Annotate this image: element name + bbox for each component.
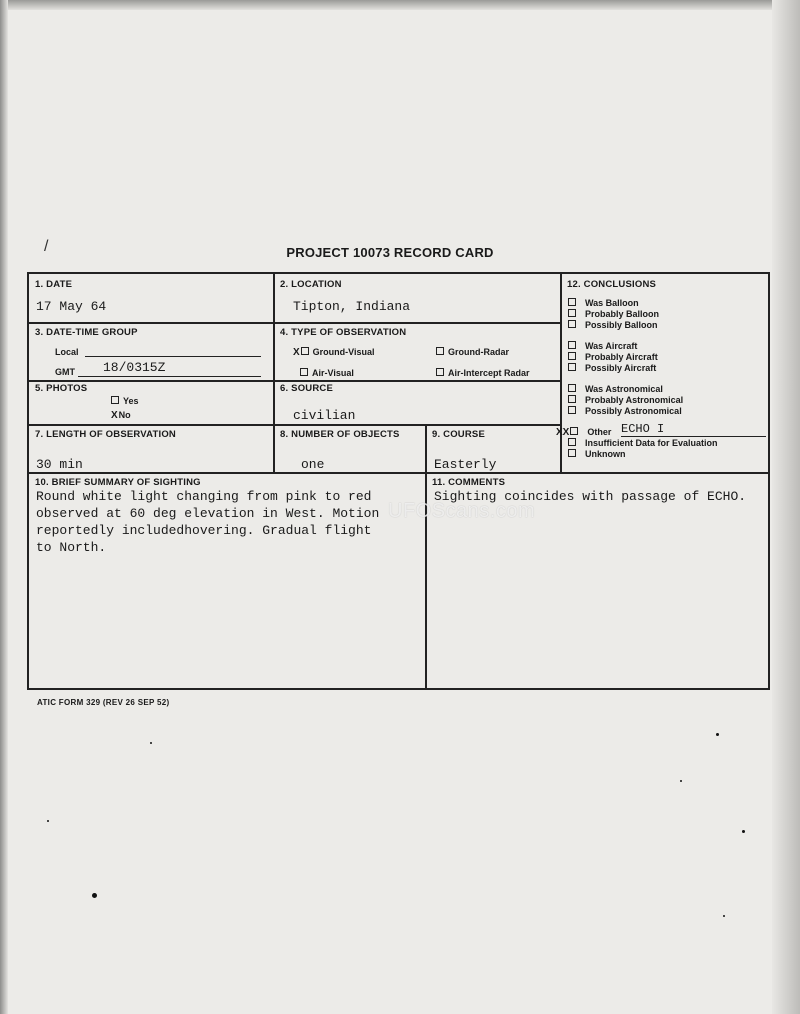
objects-value: one xyxy=(301,457,325,472)
scan-speck xyxy=(716,733,719,736)
scan-speck xyxy=(723,915,725,917)
location-label: 2. LOCATION xyxy=(280,279,342,290)
ground-radar-text: Ground-Radar xyxy=(448,347,510,357)
course-value: Easterly xyxy=(434,457,497,472)
ground-radar-option xyxy=(436,347,509,357)
air-visual-text: Air-Visual xyxy=(312,368,354,378)
conclusion-text: Probably Astronomical xyxy=(585,395,684,405)
summary-line: reportedly includedhovering. Gradual flight xyxy=(36,523,372,538)
checkbox xyxy=(568,309,576,317)
photos-no-text: No xyxy=(118,410,131,420)
conclusion-text: Was Balloon xyxy=(585,298,639,308)
checkbox xyxy=(568,341,576,349)
conclusion-text: Probably Aircraft xyxy=(585,352,658,362)
conclusion-option xyxy=(568,363,658,374)
ground-visual-checkbox xyxy=(301,347,309,355)
gmt-underline xyxy=(78,376,261,377)
ground-visual-option xyxy=(293,347,375,358)
summary-line: to North. xyxy=(36,540,107,555)
ground-visual-text: Ground-Visual xyxy=(312,347,375,357)
checkbox xyxy=(568,352,576,360)
conclusion-option xyxy=(568,406,683,417)
source-label: 6. SOURCE xyxy=(280,383,334,394)
location-value: Tipton, Indiana xyxy=(293,299,411,314)
checkbox xyxy=(568,320,576,328)
photos-no-option xyxy=(111,410,131,421)
dtg-label: 3. DATE-TIME GROUP xyxy=(35,327,138,338)
conclusion-option xyxy=(568,320,659,331)
checkbox xyxy=(568,406,576,414)
air-intercept-option xyxy=(436,368,530,378)
photos-yes-option xyxy=(111,396,139,406)
other-value: ECHO I xyxy=(621,422,665,436)
scan-speck xyxy=(680,780,682,782)
conclusions-label: 12. CONCLUSIONS xyxy=(567,279,657,290)
checkbox xyxy=(568,384,576,392)
air-intercept-checkbox xyxy=(436,368,444,376)
conclusion-text: Was Astronomical xyxy=(585,384,663,394)
conclusion-option xyxy=(568,352,658,363)
conclusion-text: Was Aircraft xyxy=(585,341,638,351)
conclusion-text: Probably Balloon xyxy=(585,309,660,319)
other-x-mark: XX xyxy=(556,427,570,438)
gmt-value: 18/0315Z xyxy=(103,360,166,375)
watermark: UFOScans.com xyxy=(388,500,536,522)
conclusion-option xyxy=(568,395,683,406)
conclusions-balloon-group xyxy=(568,298,659,331)
divider xyxy=(560,274,562,472)
local-underline xyxy=(85,356,261,357)
checkbox xyxy=(568,363,576,371)
card-title: PROJECT 10073 RECORD CARD xyxy=(286,245,494,260)
conclusion-text: Insufficient Data for Evaluation xyxy=(585,438,718,448)
conclusions-aircraft-group xyxy=(568,341,658,374)
page-edge-shadow-left xyxy=(0,0,8,1014)
divider xyxy=(273,274,275,472)
divider xyxy=(29,472,770,474)
photos-yes-text: Yes xyxy=(123,396,139,406)
air-intercept-text: Air-Intercept Radar xyxy=(448,368,530,378)
conclusions-final-group xyxy=(568,438,718,460)
scan-speck xyxy=(47,820,49,822)
date-label: 1. DATE xyxy=(35,279,73,290)
ground-visual-x-mark: X xyxy=(293,347,300,358)
photos-no-x-mark: X xyxy=(111,410,118,421)
conclusion-text: Unknown xyxy=(585,449,626,459)
conclusion-option xyxy=(568,449,718,460)
form-id: ATIC FORM 329 (REV 26 SEP 52) xyxy=(37,698,170,707)
checkbox xyxy=(568,449,576,457)
conclusion-option xyxy=(568,341,658,352)
date-value: 17 May 64 xyxy=(36,299,107,314)
comments-label: 11. COMMENTS xyxy=(432,477,506,488)
scan-speck xyxy=(92,893,97,898)
gmt-label: GMT xyxy=(55,367,75,377)
conclusion-text: Possibly Astronomical xyxy=(585,406,682,416)
conclusion-option xyxy=(568,384,683,395)
conclusions-astronomical-group xyxy=(568,384,683,417)
conclusion-other-option xyxy=(556,427,611,438)
length-label: 7. LENGTH OF OBSERVATION xyxy=(35,429,176,440)
conclusion-option xyxy=(568,298,659,309)
course-label: 9. COURSE xyxy=(432,429,486,440)
scan-speck xyxy=(150,742,152,744)
photos-label: 5. PHOTOS xyxy=(35,383,88,394)
other-label: Other xyxy=(587,427,612,437)
page-edge-shadow-right xyxy=(772,0,800,1014)
summary-line: Round white light changing from pink to red xyxy=(36,489,372,504)
ground-radar-checkbox xyxy=(436,347,444,355)
checkbox xyxy=(568,298,576,306)
conclusion-text: Possibly Aircraft xyxy=(585,363,657,373)
divider xyxy=(29,380,561,382)
summary-line: observed at 60 deg elevation in West. Motion xyxy=(36,506,380,521)
comments-value: Sighting coincides with passage of ECHO. xyxy=(434,489,747,504)
conclusion-option xyxy=(568,309,659,320)
objects-label: 8. NUMBER OF OBJECTS xyxy=(280,429,400,440)
conclusion-text: Possibly Balloon xyxy=(585,320,658,330)
observation-type-label: 4. TYPE OF OBSERVATION xyxy=(280,327,407,338)
divider xyxy=(29,424,561,426)
local-label: Local xyxy=(55,347,79,357)
air-visual-option xyxy=(300,368,354,378)
summary-label: 10. BRIEF SUMMARY OF SIGHTING xyxy=(35,477,201,488)
page-edge-shadow-top xyxy=(0,0,800,10)
divider xyxy=(29,322,561,324)
photos-yes-checkbox xyxy=(111,396,119,404)
air-visual-checkbox xyxy=(300,368,308,376)
other-underline xyxy=(621,436,766,437)
checkbox xyxy=(568,438,576,446)
length-value: 30 min xyxy=(36,457,83,472)
scan-speck xyxy=(742,830,745,833)
record-card xyxy=(27,272,770,690)
source-value: civilian xyxy=(293,408,356,423)
conclusion-option xyxy=(568,438,718,449)
divider xyxy=(425,424,427,690)
checkbox xyxy=(568,395,576,403)
checkbox xyxy=(570,427,578,435)
pen-mark: / xyxy=(44,238,49,255)
